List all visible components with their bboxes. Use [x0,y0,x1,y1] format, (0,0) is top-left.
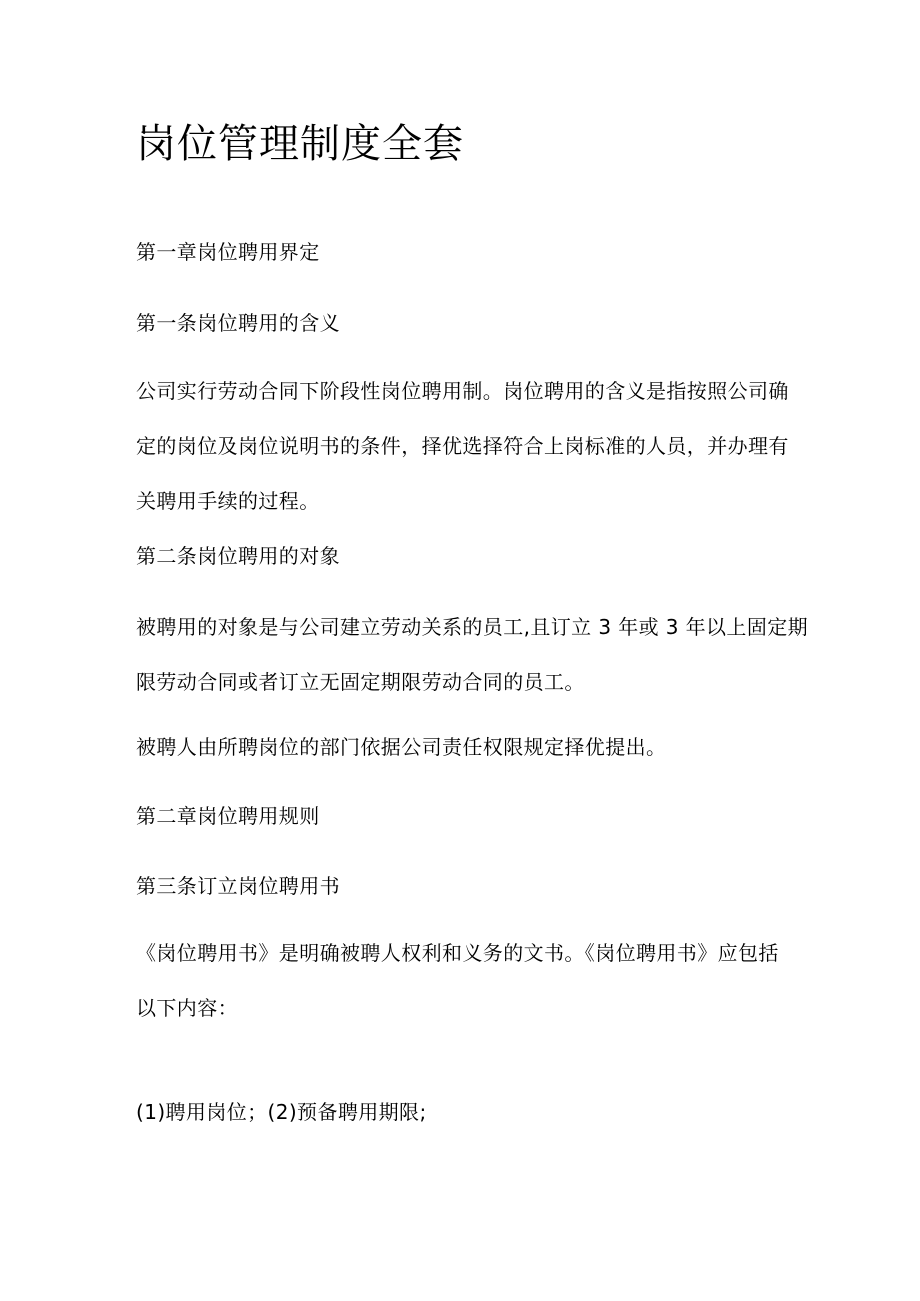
article-2-note: 被聘人由所聘岗位的部门依据公司责任权限规定择优提出。 [136,735,667,759]
article-3-items: (1)聘用岗位；(2)预备聘用期限; [136,1100,427,1124]
document-title: 岗位管理制度全套 [136,121,464,167]
chapter-heading-1: 第一章岗位聘用界定 [136,240,320,264]
article-1-line-2: 定的岗位及岗位说明书的条件，择优选择符合上岗标准的人员，并办理有 [136,434,789,458]
article-1-body [136,364,792,529]
article-2-line-1: 被聘用的对象是与公司建立劳动关系的员工,且订立 3 年或 3 年以上固定期 [136,615,809,639]
article-3-line-1: 《岗位聘用书》是明确被聘人权利和义务的文书。《岗位聘用书》应包括 [136,941,779,965]
chapter-heading-2: 第二章岗位聘用规则 [136,804,320,828]
article-3-line-2: 以下内容： [136,996,238,1020]
article-1-line-1: 公司实行劳动合同下阶段性岗位聘用制。岗位聘用的含义是指按照公司确 [136,379,789,403]
article-3-body [136,926,792,1036]
article-2-line-2: 限劳动合同或者订立无固定期限劳动合同的员工。 [136,670,585,694]
article-heading-3: 第三条订立岗位聘用书 [136,874,340,898]
article-2-body [136,600,809,710]
article-1-line-3: 关聘用手续的过程。 [136,489,320,513]
article-heading-2: 第二条岗位聘用的对象 [136,544,340,568]
article-heading-1: 第一条岗位聘用的含义 [136,311,340,335]
